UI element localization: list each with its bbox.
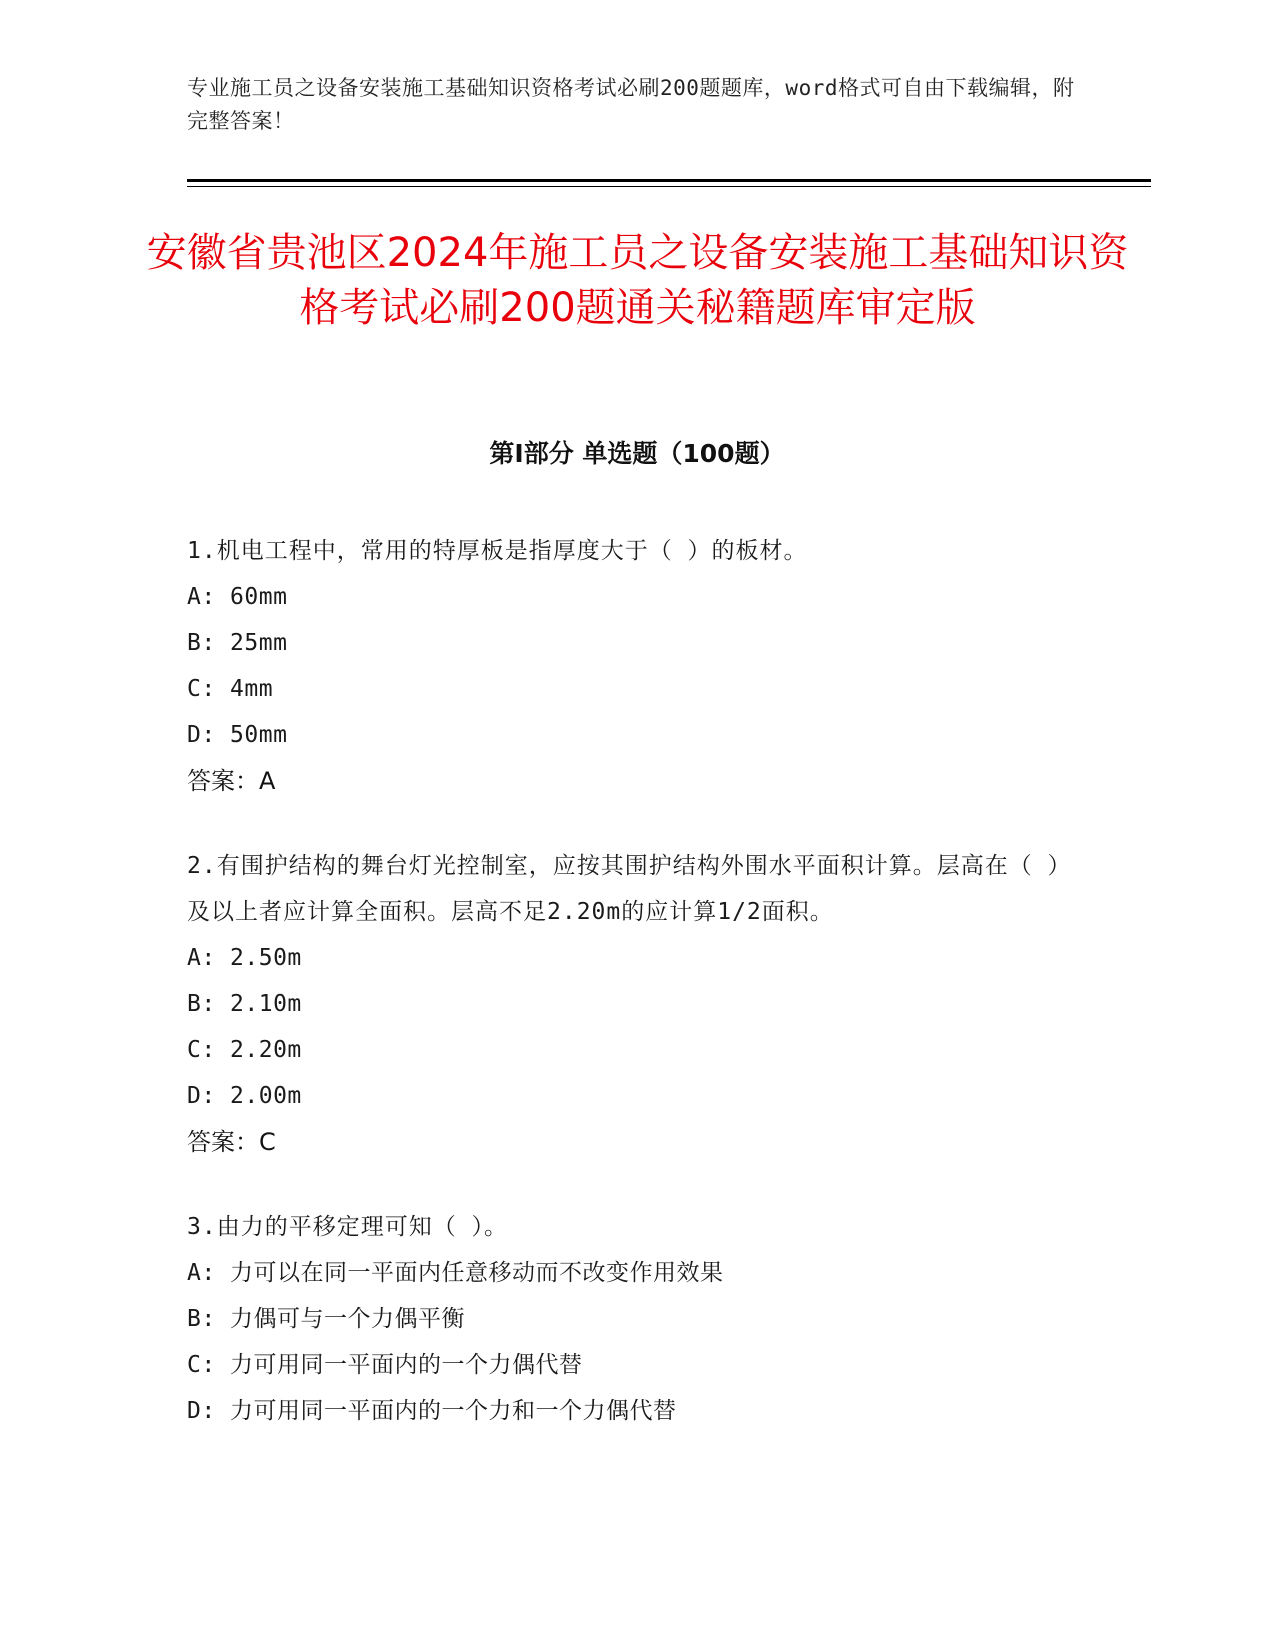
- header-divider-thick: [187, 179, 1151, 182]
- option-b: B: 2.10m: [187, 991, 302, 1017]
- option-a: A: 力可以在同一平面内任意移动而不改变作用效果: [187, 1260, 724, 1286]
- option-b: B: 力偶可与一个力偶平衡: [187, 1306, 466, 1332]
- option-c: C: 4mm: [187, 676, 274, 702]
- option-d: D: 50mm: [187, 722, 288, 748]
- option-a: A: 60mm: [187, 584, 288, 610]
- section-title: 第Ⅰ部分 单选题（100题）: [489, 439, 785, 468]
- header-divider-thin: [187, 186, 1151, 187]
- question-stem: 1.机电工程中，常用的特厚板是指厚度大于（ ）的板材。: [187, 538, 808, 564]
- option-c: C: 2.20m: [187, 1037, 302, 1063]
- question-2: [187, 843, 1087, 1165]
- option-c: C: 力可用同一平面内的一个力偶代替: [187, 1352, 583, 1378]
- document-title: 安徽省贵池区2024年施工员之设备安装施工基础知识资格考试必刷200题通关秘籍题库审定版: [146, 230, 1129, 331]
- option-a: A: 2.50m: [187, 945, 302, 971]
- question-list: [187, 528, 1087, 1473]
- question-1: [187, 528, 1087, 804]
- option-b: B: 25mm: [187, 630, 288, 656]
- answer: 答案：A: [187, 767, 276, 795]
- question-stem: 3.由力的平移定理可知（ ）。: [187, 1214, 509, 1240]
- question-stem: 2.有围护结构的舞台灯光控制室，应按其围护结构外围水平面积计算。层高在（ ）及以上者应计算全面积。层高不足2.20m的应计算1/2面积。: [187, 853, 1072, 925]
- header-note: 专业施工员之设备安装施工基础知识资格考试必刷200题题库，word格式可自由下载编辑，附完整答案！: [187, 76, 1075, 133]
- question-3: [187, 1204, 1087, 1434]
- option-d: D: 2.00m: [187, 1083, 302, 1109]
- answer: 答案：C: [187, 1128, 276, 1156]
- option-d: D: 力可用同一平面内的一个力和一个力偶代替: [187, 1398, 677, 1424]
